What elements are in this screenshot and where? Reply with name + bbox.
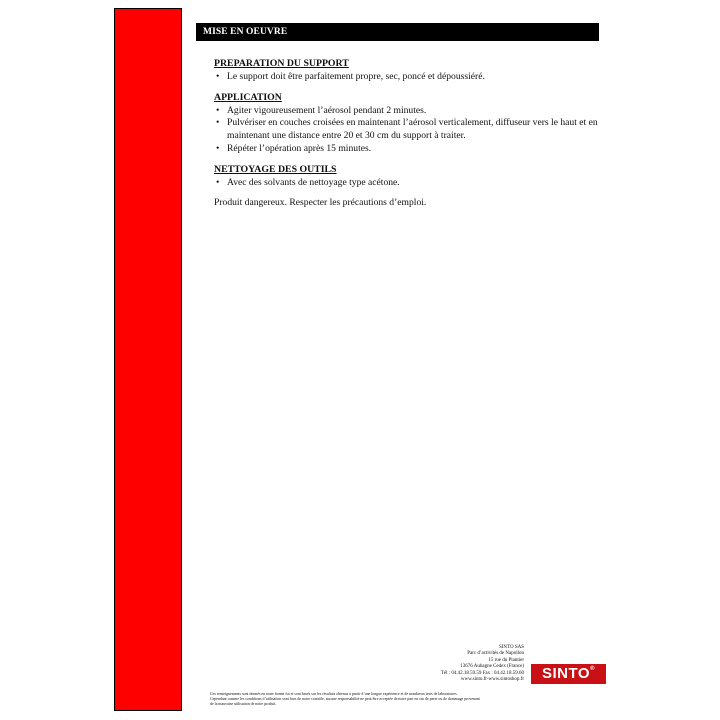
list-preparation	[214, 71, 620, 84]
bullet-icon: •	[216, 70, 220, 82]
list-nettoyage	[214, 177, 620, 190]
section-header-bar	[196, 23, 599, 41]
list-item: • Agiter vigoureusement l’aérosol pendant 2 minutes.	[216, 104, 427, 116]
bullet-icon: •	[216, 104, 220, 116]
registered-mark: ®	[590, 666, 595, 672]
list-application	[214, 105, 620, 155]
sinto-logo	[531, 664, 606, 684]
bullet-icon: •	[216, 176, 220, 188]
bullet-icon: •	[216, 117, 220, 129]
bullet-icon: •	[216, 142, 220, 154]
phone-fax: Tél : 04.42.18.59.59 Fax : 04.42.18.59.60	[440, 670, 524, 676]
list-item: • Le support doit être parfaitement propre, sec, poncé et dépoussiéré.	[216, 70, 485, 82]
list-item: • Pulvériser en couches croisées en maintenant l’aérosol verticalement, diffuseur vers le haut et en maintenant une distance entre 20 et 30 cm du support à traiter.	[216, 117, 598, 141]
disclaimer-line: Ces renseignements sont donnés en toute bonne foi et sont basés sur les résultats obtenus à partir d’une longue expérience et de nombreux tests de laboratoires.	[210, 692, 458, 696]
address-line: Parc d’activités de Napollon	[467, 651, 524, 657]
website-link[interactable]: www.sinto.fr-www.sintoshop.fr	[460, 677, 524, 683]
footer-address	[324, 645, 524, 683]
disclaimer-line: de la mauvaise utilisation de notre produit.	[210, 701, 277, 706]
warning-text: Produit dangereux. Respecter les précautions d’emploi.	[214, 197, 427, 209]
document-body	[214, 58, 620, 220]
heading-application: APPLICATION	[214, 92, 282, 104]
address-line: 13676 Aubagne Cedex (France)	[460, 664, 524, 670]
heading-nettoyage: NETTOYAGE DES OUTILS	[214, 164, 337, 176]
disclaimer	[210, 692, 600, 707]
red-side-bar	[114, 8, 182, 711]
section-header-title: MISE EN OEUVRE	[203, 27, 288, 37]
list-item: • Avec des solvants de nettoyage type acétone.	[216, 176, 400, 188]
list-item: • Répéter l’opération après 15 minutes.	[216, 142, 372, 154]
disclaimer-line: Cependant comme les conditions d’utilisation sont hors de notre contrôle, aucune responsabilité ne peut être acceptée de notre part en cas de perte ou de dommage provenant	[210, 696, 480, 701]
address-line: 15 rue du Plantier	[488, 657, 524, 663]
heading-preparation: PREPARATION DU SUPPORT	[214, 58, 349, 69]
logo-text: SINTO	[542, 665, 591, 682]
company-name: SINTO SAS	[498, 645, 524, 650]
